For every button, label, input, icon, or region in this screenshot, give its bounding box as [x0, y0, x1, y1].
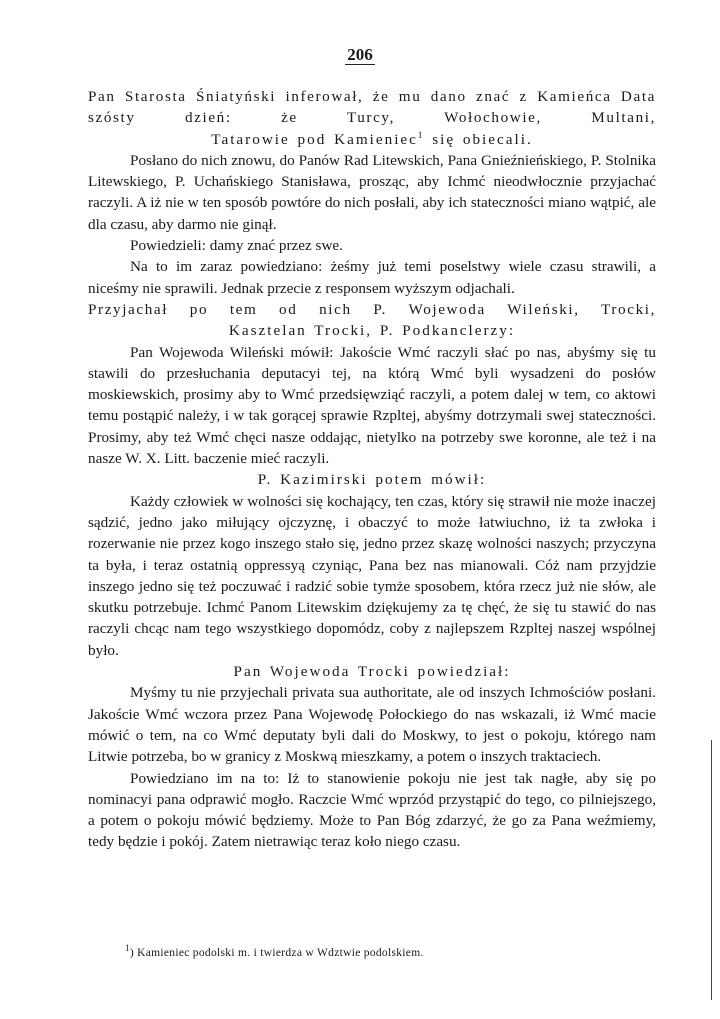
footnote-text: ) Kamieniec podolski m. i twierdza w Wdztwie podolskiem.	[129, 947, 424, 959]
paragraph-text: Myśmy tu nie przyjechali privata sua authoritate, ale od inszych Ichmościów posłani. Jakoście Wmć wczora przez Pana Wojewodę Połockiego do nas wskazali, iż Wmć macie mówić o tem, na co Wmć deputaty byli dali do Moskwy, to jest o pokoju, którego nam Litwie potrzeba, bo w granicy z Moskwą mieszkamy, a potem o inszych traktaciech.	[88, 684, 656, 766]
paragraph	[88, 129, 656, 150]
paragraph-text: Pan Wojewoda Trocki powiedział:	[233, 663, 511, 681]
footnote-reference: 1	[417, 129, 425, 140]
paragraph-text: Pan Wojewoda Wileński mówił: Jakoście Wmć raczyli słać po nas, abyśmy się tu stawili do przesłuchania deputacyi tej, na którą Wmć byli wysadzeni do posłów moskiewskich, prosimy aby to Wmć przedsięwziąć raczyli, a potem dalej w tem, co aktowi temu postąpić należy, i w tak gorącej sprawie Rzpltej, abyśmy dotrzymali swej stateczności. Prosimy, aby też Wmć chęci nasze oddając, nietylko na potrzeby swe koronne, ale też i na nasze W. X. Litt. baczenie mieć raczyli.	[88, 343, 656, 468]
paragraph	[88, 256, 656, 299]
paragraph	[88, 491, 656, 661]
paragraph	[88, 661, 656, 682]
page-number	[0, 45, 720, 65]
paragraph	[88, 235, 656, 256]
main-text	[88, 86, 656, 853]
paragraph	[88, 299, 656, 320]
paragraph-text: Każdy człowiek w wolności się kochający, ten czas, który się strawił nie może inaczej sądzić, jedno jako miłujący ojczyznę, i obaczyć to może łatwiuchno, iż ta zwłoka i rozerwanie nie przez kogo inszego stało się, jedno przez skazę wolności naszych; przyczyna ta była, i teraz ostatnią oppressyą czyniąc, Pana bez nas mianowali. Cóż nam przyjdzie inszego jedno się też poczuwać i radzić sobie tymże sposobem, która rzecz już nie słów, ale skutku potrzebuje. Ichmć Panom Litewskim dziękujemy za tę chęć, że się tu stawić do nas raczyli chcąc nam tego wszystkiego dopomódz, coby z najlepszem Rzpltej naszej wspólnej było.	[88, 492, 656, 659]
margin-scan-edge-mark	[711, 740, 720, 1000]
paragraph-text-continued: się obiecali.	[424, 130, 533, 148]
page-number-text: 206	[347, 45, 373, 64]
paragraph-text: Powiedziano im na to: Iż to stanowienie pokoju nie jest tak nagłe, aby się po nominacyi pana odprawić mogło. Raczcie Wmć wprzód przystąpić do tego, co pilniejszego, a potem o pokoju mówić będziemy. Może to Pan Bóg zdarzyć, że go za Pana weźmiemy, tedy będzie i pokój. Zatem nietrawiąc teraz koło niego czasu.	[88, 769, 656, 851]
paragraph-text: P. Kazimirski potem mówił:	[257, 471, 487, 489]
paragraph	[88, 342, 656, 470]
paragraph-text: Kasztelan Trocki, P. Podkanclerzy:	[228, 322, 516, 340]
footnote	[125, 943, 625, 959]
paragraph	[88, 469, 656, 490]
paragraph	[88, 682, 656, 767]
footnote-marker: 1	[125, 943, 130, 954]
paragraph	[88, 768, 656, 853]
paragraph	[88, 86, 656, 129]
paragraph-text: Tatarowie pod Kamieniec	[211, 130, 418, 148]
paragraph-text: Powiedzieli: damy znać przez swe.	[130, 237, 343, 255]
paragraph-text: Pan Starosta Śniatyński inferował, że mu dano znać z Kamieńca Data szósty dzień: że Turcy, Wołochowie, Multani,	[88, 88, 656, 127]
paragraph-text: Przyjachał po tem od nich P. Wojewoda Wileński, Trocki,	[88, 300, 656, 318]
paragraph	[88, 320, 656, 341]
paragraph-text: Posłano do nich znowu, do Panów Rad Litewskich, Pana Gnieźnieńskiego, P. Stolnika Litewskiego, P. Uchańskiego Stanisława, prosząc, aby Ichmć nieodwłocznie przyjachać raczyli. A iż nie w ten sposób powtóre do nich posłali, aby ich stateczności miano wątpić, ale dla czasu, aby darmo nie ginął.	[88, 151, 656, 233]
paragraph	[88, 150, 656, 235]
paragraph-text: Na to im zaraz powiedziano: żeśmy już temi poselstwy wiele czasu strawili, a niceśmy nie sprawili. Jednak przecie z responsem wyższym odjachali.	[88, 258, 656, 297]
